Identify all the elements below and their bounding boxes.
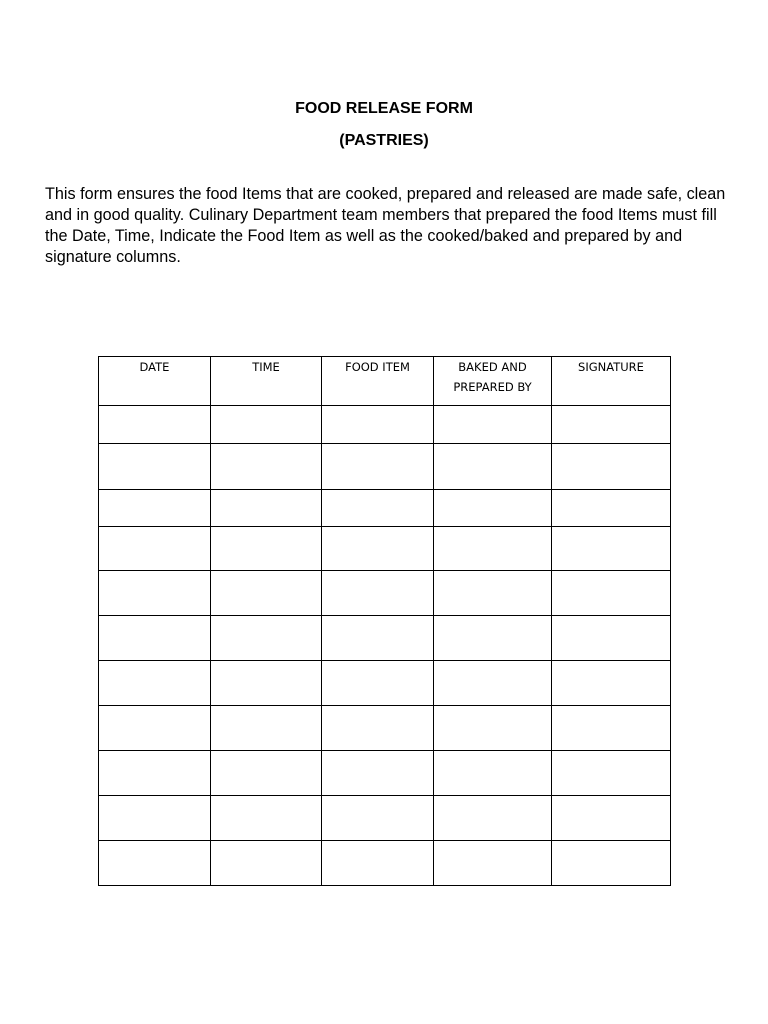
table-cell-time[interactable] (211, 571, 322, 616)
table-cell-food-item[interactable] (322, 661, 434, 706)
table-cell-baked-and-prepared-by[interactable] (434, 444, 552, 490)
table-cell-baked-and-prepared-by[interactable] (434, 406, 552, 444)
table-cell-time[interactable] (211, 751, 322, 796)
table-cell-date[interactable] (99, 406, 211, 444)
table-cell-date[interactable] (99, 841, 211, 886)
table-cell-time[interactable] (211, 444, 322, 490)
table-cell-food-item[interactable] (322, 571, 434, 616)
table-cell-signature[interactable] (552, 661, 671, 706)
table-row (99, 661, 671, 706)
table-row (99, 571, 671, 616)
column-header-label: DATE (139, 360, 170, 374)
table-cell-signature[interactable] (552, 751, 671, 796)
table-cell-baked-and-prepared-by[interactable] (434, 616, 552, 661)
table-cell-date[interactable] (99, 751, 211, 796)
table-row (99, 751, 671, 796)
table-cell-time[interactable] (211, 841, 322, 886)
table-cell-food-item[interactable] (322, 841, 434, 886)
table-cell-food-item[interactable] (322, 444, 434, 490)
table-row (99, 841, 671, 886)
column-header-baked-and-prepared-by (434, 357, 552, 406)
table-cell-date[interactable] (99, 490, 211, 527)
table-cell-date[interactable] (99, 571, 211, 616)
table-cell-signature[interactable] (552, 571, 671, 616)
table-cell-signature[interactable] (552, 444, 671, 490)
table-cell-signature[interactable] (552, 841, 671, 886)
table-cell-time[interactable] (211, 527, 322, 571)
table-row (99, 406, 671, 444)
column-header-date (99, 357, 211, 406)
column-header-label: SIGNATURE (578, 360, 644, 374)
table-cell-baked-and-prepared-by[interactable] (434, 571, 552, 616)
table-cell-time[interactable] (211, 490, 322, 527)
table-row (99, 490, 671, 527)
column-header-label: BAKED AND PREPARED BY (453, 360, 532, 394)
table-cell-food-item[interactable] (322, 751, 434, 796)
column-header-label: TIME (252, 360, 280, 374)
table-cell-baked-and-prepared-by[interactable] (434, 796, 552, 841)
column-header-time (211, 357, 322, 406)
table-cell-time[interactable] (211, 406, 322, 444)
table-cell-food-item[interactable] (322, 490, 434, 527)
table-body (99, 406, 671, 886)
table-cell-baked-and-prepared-by[interactable] (434, 527, 552, 571)
table-cell-food-item[interactable] (322, 406, 434, 444)
table-cell-baked-and-prepared-by[interactable] (434, 490, 552, 527)
table-cell-date[interactable] (99, 661, 211, 706)
table-cell-baked-and-prepared-by[interactable] (434, 841, 552, 886)
table-cell-baked-and-prepared-by[interactable] (434, 751, 552, 796)
table-cell-signature[interactable] (552, 706, 671, 751)
food-release-table (98, 356, 671, 886)
table-row (99, 706, 671, 751)
table-cell-signature[interactable] (552, 527, 671, 571)
table-cell-food-item[interactable] (322, 796, 434, 841)
table-cell-time[interactable] (211, 616, 322, 661)
column-header-label: FOOD ITEM (345, 360, 410, 374)
table-header-row (99, 357, 671, 406)
table-cell-signature[interactable] (552, 616, 671, 661)
table-cell-date[interactable] (99, 444, 211, 490)
table-cell-signature[interactable] (552, 796, 671, 841)
form-instructions: This form ensures the food Items that are cooked, prepared and released are made safe, clean and in good quality. Culinary Department team members that prepared the food Items must fill the Date, Time, Indicate the Food Item as well as the cooked/baked and prepared by and signature columns. (45, 185, 726, 266)
table-cell-date[interactable] (99, 706, 211, 751)
table-cell-date[interactable] (99, 616, 211, 661)
table-cell-food-item[interactable] (322, 616, 434, 661)
column-header-signature (552, 357, 671, 406)
table-cell-food-item[interactable] (322, 706, 434, 751)
column-header-food-item (322, 357, 434, 406)
table-row (99, 616, 671, 661)
table-cell-time[interactable] (211, 706, 322, 751)
table-cell-time[interactable] (211, 796, 322, 841)
table-cell-food-item[interactable] (322, 527, 434, 571)
table-cell-baked-and-prepared-by[interactable] (434, 706, 552, 751)
table-cell-date[interactable] (99, 527, 211, 571)
table-cell-signature[interactable] (552, 406, 671, 444)
table-row (99, 527, 671, 571)
form-title: FOOD RELEASE FORM (295, 100, 473, 117)
form-subtitle: (PASTRIES) (339, 132, 429, 149)
table-cell-date[interactable] (99, 796, 211, 841)
table-row (99, 796, 671, 841)
table-cell-baked-and-prepared-by[interactable] (434, 661, 552, 706)
table-cell-signature[interactable] (552, 490, 671, 527)
table-cell-time[interactable] (211, 661, 322, 706)
table-row (99, 444, 671, 490)
